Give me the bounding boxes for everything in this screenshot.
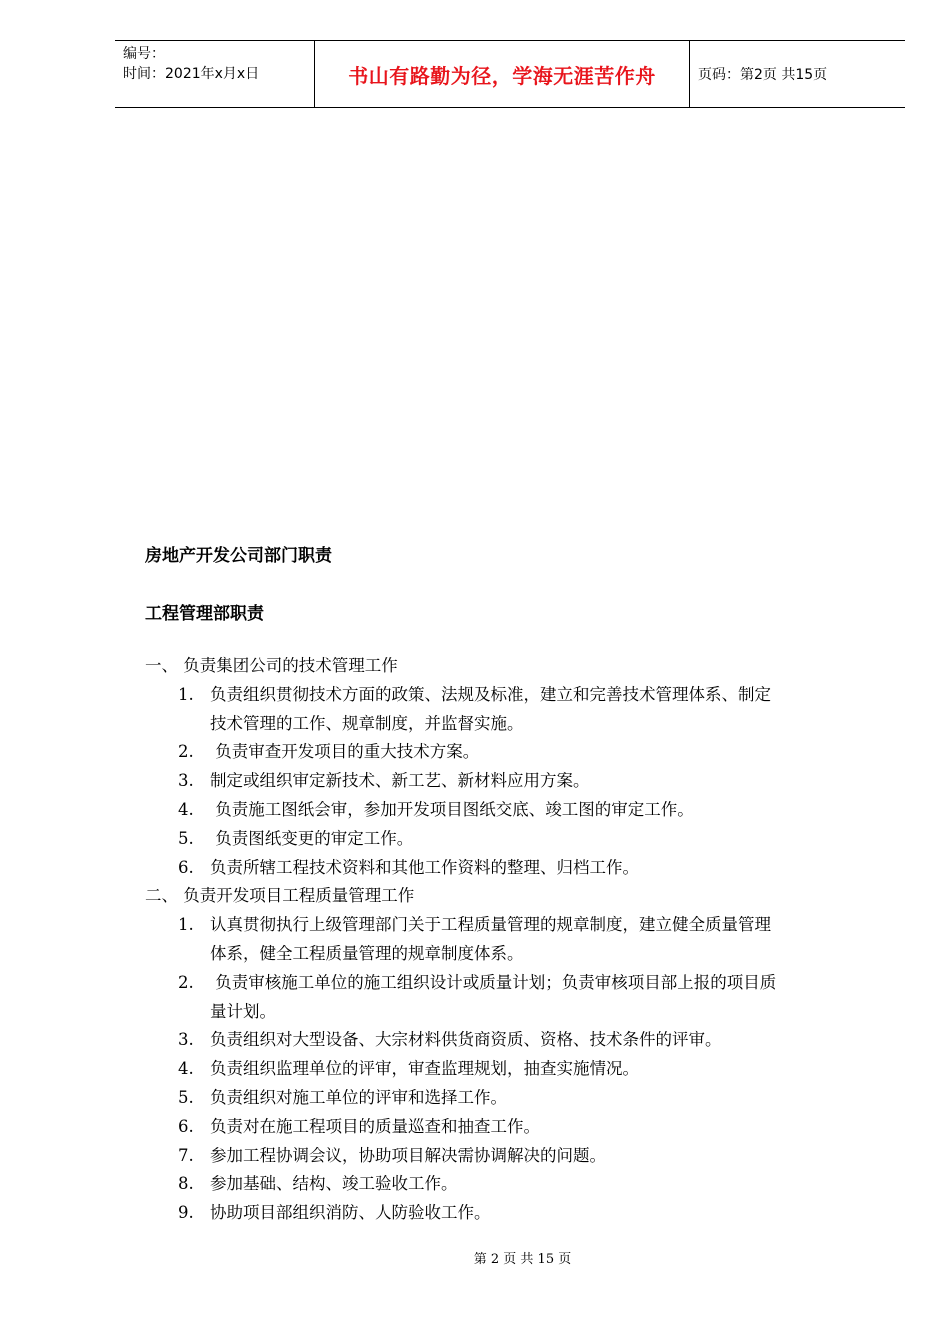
page-header — [115, 40, 905, 108]
list-item-text: 负责所辖工程技术资料和其他工作资料的整理、归档工作。 — [210, 857, 639, 877]
list-item-text: 体系，健全工程质量管理的规章制度体系。 — [210, 944, 524, 963]
list-item-text: 负责图纸变更的审定工作。 — [210, 828, 414, 848]
header-motto: 书山有路勤为径，学海无涯苦作舟 — [315, 41, 690, 107]
list-item-text: 负责审查开发项目的重大技术方案。 — [210, 742, 480, 762]
list-item-text: 制定或组织审定新技术、新工艺、新材料应用方案。 — [210, 771, 590, 791]
list-item-number: 1. — [178, 684, 194, 704]
list-item-text: 参加工程协调会议，协助项目解决需协调解决的问题。 — [210, 1145, 606, 1165]
list-item-number: 1. — [178, 915, 194, 935]
section-heading: 一、 负责集团公司的技术管理工作 — [145, 656, 398, 675]
list-item-number: 2. — [178, 742, 194, 762]
list-item-text: 负责施工图纸会审，参加开发项目图纸交底、竣工图的审定工作。 — [210, 800, 694, 819]
list-item-number: 9. — [178, 1203, 194, 1223]
list-item-text: 参加基础、结构、竣工验收工作。 — [210, 1174, 458, 1194]
header-page-info: 页码：第2页 共15页 — [698, 67, 828, 83]
document-subtitle: 工程管理部职责 — [145, 604, 264, 624]
number-label: 编号： — [123, 46, 165, 62]
section-heading: 二、 负责开发项目工程质量管理工作 — [145, 886, 415, 906]
list-item-text: 负责对在施工程项目的质量巡查和抽查工作。 — [210, 1116, 540, 1136]
list-item-number: 7. — [178, 1145, 194, 1165]
list-item-text: 负责组织对大型设备、大宗材料供货商资质、资格、技术条件的评审。 — [210, 1030, 722, 1050]
list-item-text: 技术管理的工作、规章制度，并监督实施。 — [210, 713, 524, 733]
list-item-text: 协助项目部组织消防、人防验收工作。 — [210, 1203, 491, 1223]
time-label: 时间：2021年x月x日 — [123, 66, 260, 82]
list-item-text: 认真贯彻执行上级管理部门关于工程质量管理的规章制度，建立健全质量管理 — [210, 915, 771, 935]
list-item-number: 4. — [178, 1059, 194, 1079]
list-item-number: 3. — [178, 1030, 194, 1050]
list-item-number: 5. — [178, 828, 194, 848]
page-footer: 第 2 页 共 15 页 — [473, 1252, 572, 1267]
list-item-number: 5. — [178, 1088, 194, 1107]
list-item-text: 负责组织监理单位的评审，审查监理规划，抽查实施情况。 — [210, 1059, 639, 1079]
list-item-text: 量计划。 — [210, 1001, 276, 1021]
list-item-number: 8. — [178, 1174, 194, 1194]
list-item-text: 负责组织贯彻技术方面的政策、法规及标准，建立和完善技术管理体系、制定 — [210, 684, 771, 704]
document-title: 房地产开发公司部门职责 — [145, 546, 332, 566]
list-item-number: 6. — [178, 857, 194, 877]
list-item-text: 负责审核施工单位的施工组织设计或质量计划；负责审核项目部上报的项目质 — [210, 972, 777, 992]
list-item-text: 负责组织对施工单位的评审和选择工作。 — [210, 1088, 507, 1107]
list-item-number: 2. — [178, 972, 194, 992]
list-item-number: 6. — [178, 1116, 194, 1136]
list-item-number: 4. — [178, 800, 194, 819]
list-item-number: 3. — [178, 771, 194, 791]
header-meta — [115, 41, 315, 107]
